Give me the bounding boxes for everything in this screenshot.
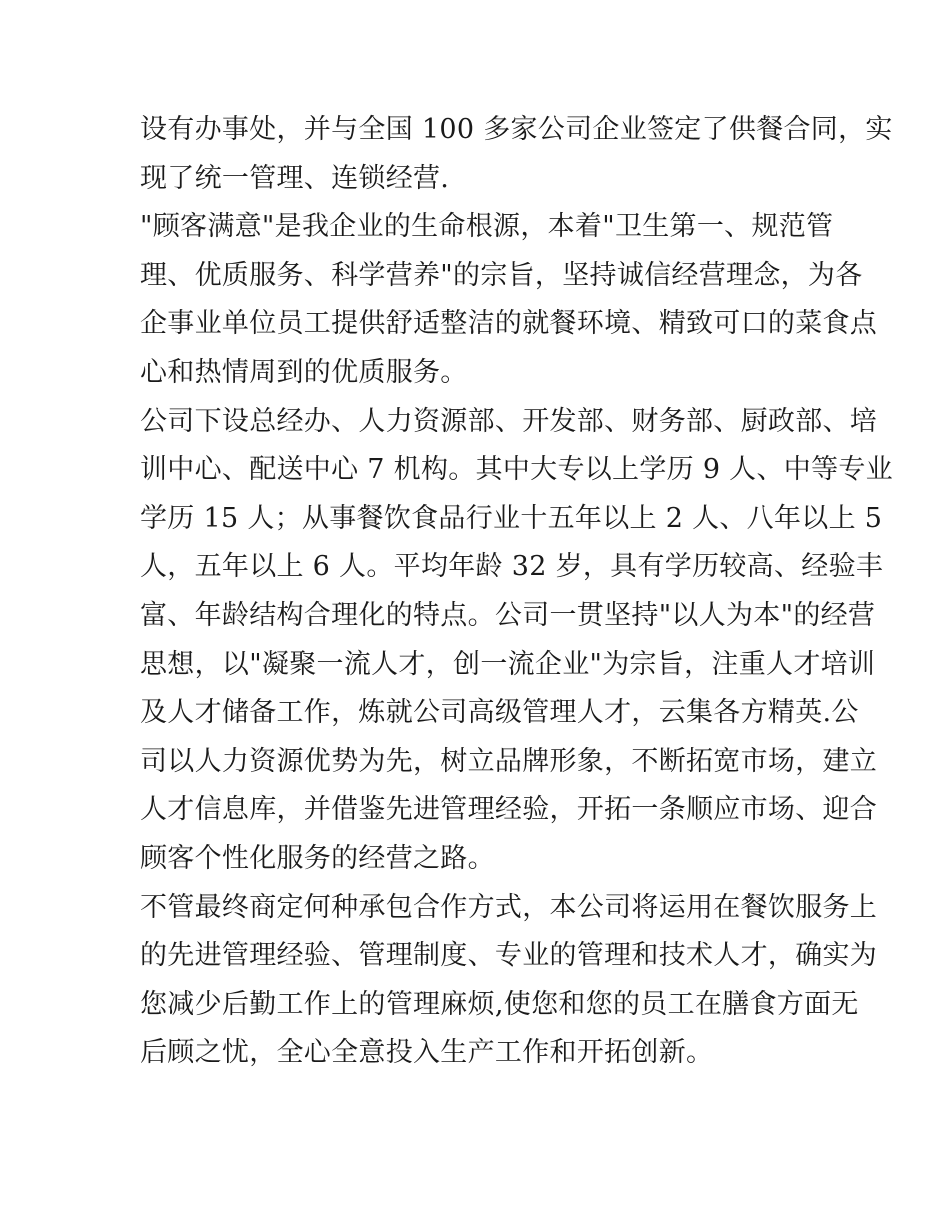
text-line: 心和热情周到的优质服务。 [140, 356, 468, 388]
text-line: 现了统一管理、连锁经营. [140, 162, 450, 194]
text-line: 及人才储备工作，炼就公司高级管理人才，云集各方精英.公 [140, 697, 859, 729]
text-line: 训中心、配送中心 7 机构。其中大专以上学历 9 人、中等专业 [140, 454, 893, 486]
text-line: 富、年龄结构合理化的特点。公司一贯坚持"以人为本"的经营 [140, 599, 876, 631]
text-line: "顾客满意"是我企业的生命根源，本着"卫生第一、规范管 [140, 211, 834, 243]
text-line: 顾客个性化服务的经营之路。 [140, 842, 495, 874]
text-line: 后顾之忧，全心全意投入生产工作和开拓创新。 [140, 1037, 714, 1069]
text-line: 的先进管理经验、管理制度、专业的管理和技术人才，确实为 [140, 940, 878, 972]
text-line: 企事业单位员工提供舒适整洁的就餐环境、精致可口的菜食点 [140, 308, 878, 340]
text-line: 司以人力资源优势为先，树立品牌形象，不断拓宽市场，建立 [140, 745, 878, 777]
text-line: 人，五年以上 6 人。平均年龄 32 岁，具有学历较高、经验丰 [140, 551, 884, 583]
text-line: 人才信息库，并借鉴先进管理经验，开拓一条顺应市场、迎合 [140, 794, 878, 826]
text-line: 思想，以"凝聚一流人才，创一流企业"为宗旨，注重人才培训 [140, 648, 876, 680]
document-body [140, 106, 893, 1078]
text-line: 公司下设总经办、人力资源部、开发部、财务部、厨政部、培 [140, 405, 878, 437]
text-line: 不管最终商定何种承包合作方式，本公司将运用在餐饮服务上 [140, 891, 878, 923]
text-line: 您减少后勤工作上的管理麻烦,使您和您的员工在膳食方面无 [140, 988, 859, 1020]
text-line: 学历 15 人；从事餐饮食品行业十五年以上 2 人、八年以上 5 [140, 502, 883, 534]
text-line: 设有办事处，并与全国 100 多家公司企业签定了供餐合同，实 [140, 114, 893, 145]
text-line: 理、优质服务、科学营养"的宗旨，坚持诚信经营理念，为各 [140, 259, 863, 291]
